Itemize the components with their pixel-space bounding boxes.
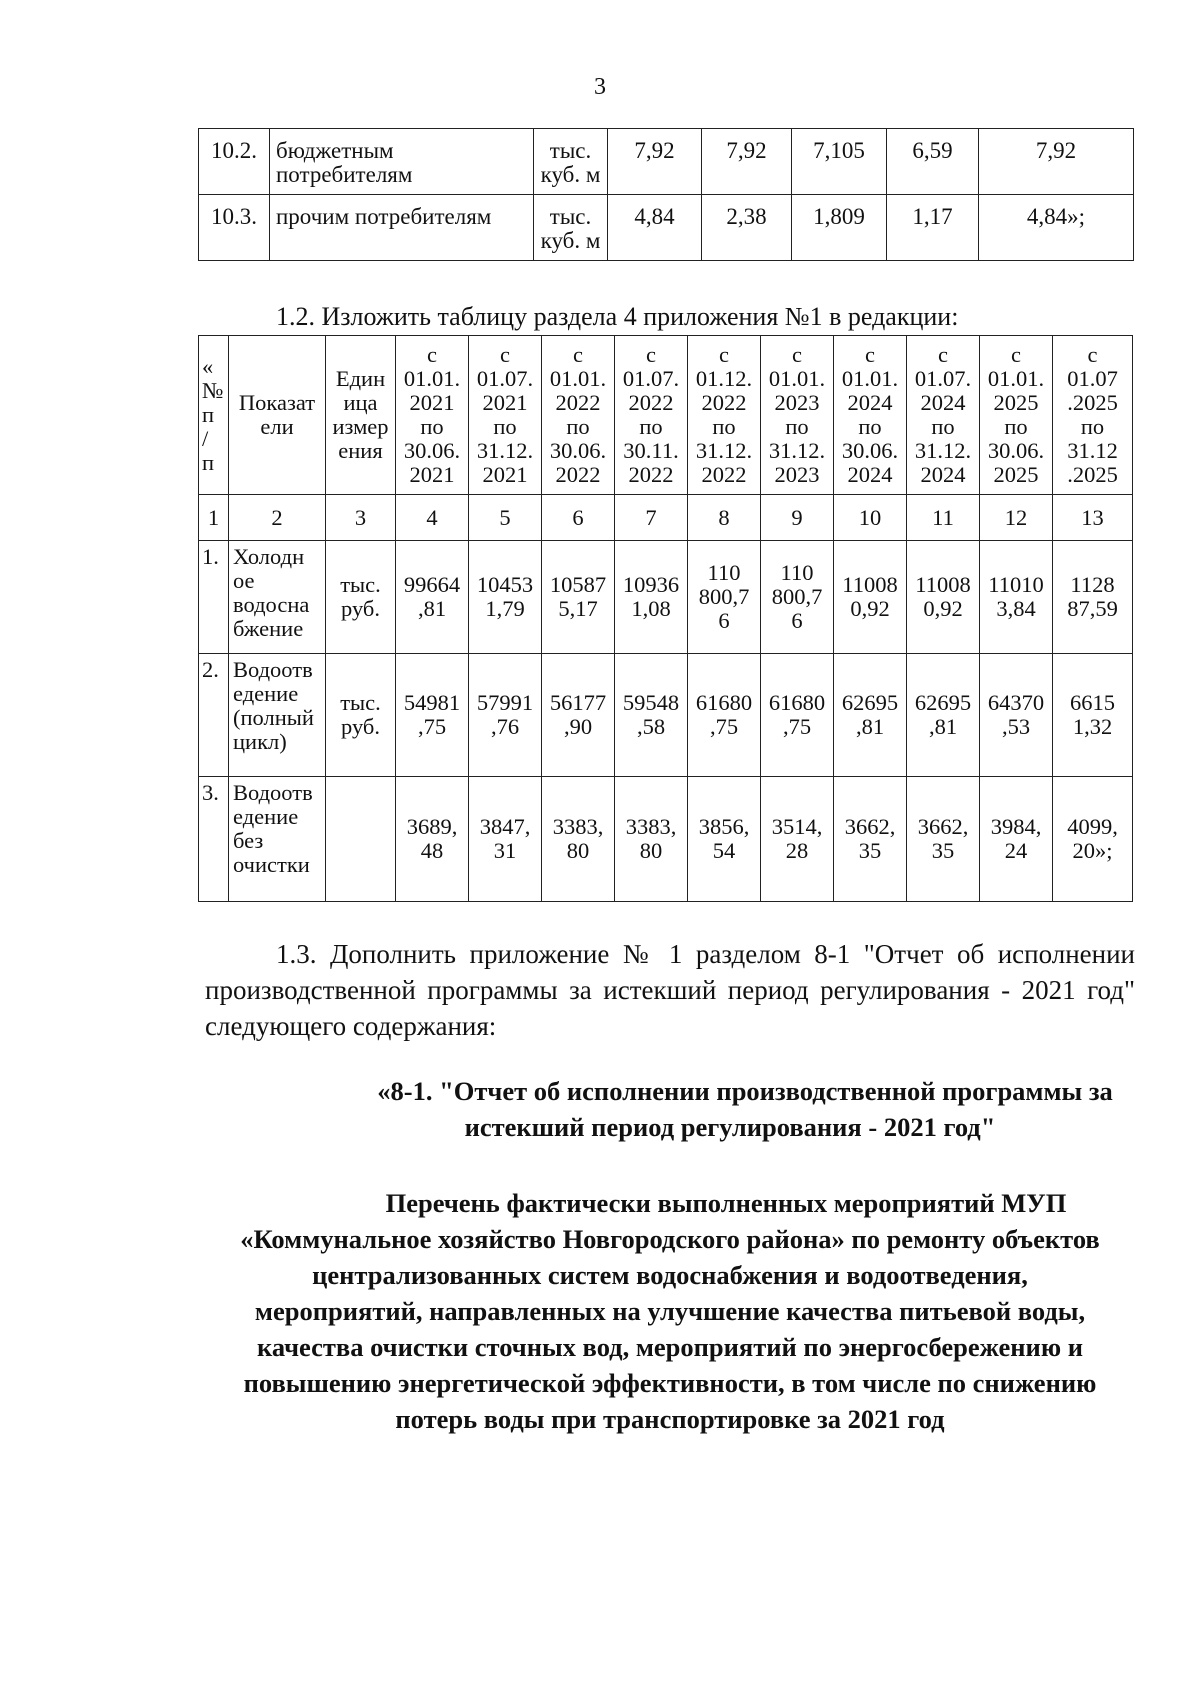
cell-line: / — [202, 426, 209, 451]
cell-line: 2022 — [628, 462, 674, 487]
cell-line: 2022 — [555, 390, 601, 415]
header-row — [199, 336, 1133, 495]
cell-line: 2025 — [993, 390, 1039, 415]
paragraph-line: 1.3. Дополнить приложение № 1 разделом 8-1 "Отчет об исполнении — [276, 939, 1135, 969]
row-value: 7,92 — [608, 129, 702, 195]
cell-line: 80 — [566, 838, 590, 863]
row-value: 1,17 — [887, 195, 979, 261]
cell-line: по — [639, 414, 663, 439]
cell-line: ,81 — [855, 714, 885, 739]
row-number: 3. — [199, 777, 229, 902]
cell-line: по — [1004, 414, 1028, 439]
row-number: 2. — [199, 654, 229, 777]
cell-line: 28 — [785, 838, 809, 863]
cell-line: 3,84 — [996, 596, 1036, 621]
cell-line: 10453 — [476, 572, 534, 597]
cell-line: 2024 — [920, 462, 966, 487]
header-unit — [326, 336, 396, 495]
cell-line: 31.12. — [695, 438, 753, 463]
cell-line: 6 — [791, 608, 803, 633]
cell-line: 11010 — [988, 572, 1044, 597]
row-value — [396, 777, 469, 902]
header-period — [615, 336, 688, 495]
cell-line: 01.07. — [622, 366, 680, 391]
list-title-line: качества очистки сточных вод, мероприятий по энергосбережению и — [257, 1332, 1083, 1362]
cell-line: ,81 — [928, 714, 958, 739]
cell-line: 62695 — [841, 690, 899, 715]
row-value — [1053, 541, 1133, 654]
cell-line: цикл) — [233, 729, 287, 754]
row-value: 7,92 — [979, 129, 1134, 195]
cell-line: с — [573, 342, 583, 367]
cell-line: 5,17 — [558, 596, 598, 621]
row-value — [980, 777, 1053, 902]
unit-line: куб. м — [540, 228, 601, 253]
cell-line: 31 — [493, 838, 517, 863]
cell-line: 3514, — [771, 814, 823, 839]
cell-line: 2023 — [774, 390, 820, 415]
cell-line: п — [202, 402, 215, 427]
row-value: 6,59 — [887, 129, 979, 195]
cell-line: 01.01. — [841, 366, 899, 391]
cell-line: 30.06. — [549, 438, 607, 463]
cell-line: по — [858, 414, 882, 439]
header-period — [542, 336, 615, 495]
row-value — [834, 654, 907, 777]
row-value — [1053, 777, 1133, 902]
cell-line: Показат — [238, 390, 316, 415]
cell-line: 31.12. — [768, 438, 826, 463]
header-period — [907, 336, 980, 495]
header-period — [834, 336, 907, 495]
cell-line: с — [719, 342, 729, 367]
row-value: 7,92 — [702, 129, 792, 195]
cell-line: 110 — [780, 560, 814, 585]
index-cell: 2 — [229, 495, 326, 541]
cell-line: 2022 — [701, 462, 747, 487]
cell-line: ,75 — [417, 714, 447, 739]
cell-line: 2023 — [774, 462, 820, 487]
header-period — [396, 336, 469, 495]
header-period — [980, 336, 1053, 495]
cell-line: 54981 — [403, 690, 461, 715]
paragraph-line: производственной программы за истекший период регулирования - 2021 год" — [205, 975, 1135, 1005]
row-value: 2,38 — [702, 195, 792, 261]
cell-line: .2025 — [1067, 390, 1118, 415]
cell-line: ица — [343, 390, 378, 415]
cell-line: 57991 — [476, 690, 534, 715]
cell-line: 1128 — [1070, 572, 1115, 597]
amendment-paragraph — [205, 936, 1135, 1044]
cell-line: 10587 — [549, 572, 607, 597]
cell-line: без — [233, 828, 264, 853]
index-cell: 4 — [396, 495, 469, 541]
cell-line: Един — [335, 366, 386, 391]
cell-line: с — [1087, 342, 1098, 367]
row-value — [834, 777, 907, 902]
index-cell: 13 — [1053, 495, 1133, 541]
row-value — [542, 541, 615, 654]
cell-line: измер — [332, 414, 389, 439]
row-value: 1,809 — [792, 195, 887, 261]
cell-line: 24 — [1004, 838, 1028, 863]
row-unit — [326, 777, 396, 902]
row-value — [469, 777, 542, 902]
cell-line: 01.12. — [695, 366, 753, 391]
cell-line: ,75 — [709, 714, 739, 739]
cell-line: .2025 — [1067, 462, 1118, 487]
cell-line: 99664 — [403, 572, 461, 597]
cell-line: 01.01. — [768, 366, 826, 391]
row-value — [469, 654, 542, 777]
paragraph-line: следующего содержания: — [205, 1011, 497, 1041]
cell-line: ели — [260, 414, 294, 439]
index-cell: 3 — [326, 495, 396, 541]
cell-line: 01.01. — [549, 366, 607, 391]
header-indicator — [229, 336, 326, 495]
section-title-line: «8-1. "Отчет об исполнении производственной программы за — [377, 1076, 1113, 1106]
row-value — [688, 541, 761, 654]
header-period — [469, 336, 542, 495]
list-title-line: централизованных систем водоснабжения и водоотведения, — [312, 1260, 1028, 1290]
row-number: 10.2. — [199, 129, 270, 195]
cell-line: 31.12. — [914, 438, 972, 463]
list-title-line: мероприятий, направленных на улучшение качества питьевой воды, — [254, 1296, 1086, 1326]
row-value — [688, 777, 761, 902]
cell-line: 2024 — [847, 462, 893, 487]
row-value: 4,84 — [608, 195, 702, 261]
cell-line: бжение — [233, 616, 304, 641]
list-title-line: потерь воды при транспортировке за 2021 год — [395, 1404, 945, 1434]
cell-line: 2022 — [701, 390, 747, 415]
cell-line: ,90 — [563, 714, 593, 739]
row-indicator — [229, 777, 326, 902]
cell-line: ,81 — [417, 596, 447, 621]
cell-line: руб. — [341, 596, 380, 621]
row-value — [469, 541, 542, 654]
cell-line: тыс. — [340, 572, 381, 597]
row-number: 1. — [199, 541, 229, 654]
cell-line: 01.07. — [914, 366, 972, 391]
cell-line: 20»; — [1072, 838, 1113, 863]
row-value — [761, 541, 834, 654]
cell-line: 2024 — [920, 390, 966, 415]
index-cell: 5 — [469, 495, 542, 541]
cell-line: 3383, — [552, 814, 604, 839]
cell-line: ое — [233, 568, 255, 593]
cell-line: 800,7 — [771, 584, 823, 609]
cell-line: по — [493, 414, 517, 439]
list-title-line: Перечень фактически выполненных мероприятий МУП — [385, 1188, 1067, 1218]
measures-list-title — [205, 1185, 1135, 1437]
tariff-table — [198, 335, 1133, 902]
cell-line: 3847, — [479, 814, 531, 839]
cell-line: 110 — [707, 560, 741, 585]
index-cell: 10 — [834, 495, 907, 541]
row-unit — [534, 195, 608, 261]
cell-line: 2021 — [482, 462, 528, 487]
cell-line: едение — [233, 804, 299, 829]
cell-line: 2021 — [482, 390, 528, 415]
cell-line: 31.12. — [476, 438, 534, 463]
cell-line: 2022 — [555, 462, 601, 487]
cell-line: 62695 — [914, 690, 972, 715]
cell-line: 6615 — [1070, 690, 1115, 715]
index-cell: 6 — [542, 495, 615, 541]
index-cell: 11 — [907, 495, 980, 541]
cell-line: 59548 — [622, 690, 680, 715]
table-row — [199, 129, 1134, 195]
row-value — [542, 654, 615, 777]
cell-line: 01.01. — [403, 366, 461, 391]
row-number: 10.3. — [199, 195, 270, 261]
cell-line: с — [865, 342, 875, 367]
cell-line: 2024 — [847, 390, 893, 415]
cell-line: 3856, — [698, 814, 750, 839]
cell-line: едение — [233, 681, 299, 706]
header-number — [199, 336, 229, 495]
cell-line: с — [500, 342, 510, 367]
cell-line: Водоотв — [233, 657, 313, 682]
cell-line: по — [566, 414, 590, 439]
row-value — [1053, 654, 1133, 777]
page-number: 3 — [594, 74, 606, 100]
row-value — [907, 777, 980, 902]
unit-line: куб. м — [540, 162, 601, 187]
cell-line: Холодн — [233, 544, 305, 569]
unit-line: тыс. — [549, 138, 592, 163]
cell-line: 3662, — [844, 814, 896, 839]
index-cell: 8 — [688, 495, 761, 541]
cell-line: 11008 — [915, 572, 971, 597]
cell-line: 10936 — [622, 572, 680, 597]
index-cell: 7 — [615, 495, 688, 541]
row-value — [396, 654, 469, 777]
cell-line: ,75 — [782, 714, 812, 739]
list-title-line: «Коммунальное хозяйство Новгородского района» по ремонту объектов — [240, 1224, 1100, 1254]
cell-line: с — [1011, 342, 1021, 367]
cell-line: по — [785, 414, 809, 439]
cell-line: 3662, — [917, 814, 969, 839]
index-cell: 1 — [199, 495, 229, 541]
table-row — [199, 654, 1133, 777]
cell-line: « — [202, 354, 214, 379]
cell-line: с — [646, 342, 656, 367]
cell-line: по — [1080, 414, 1105, 439]
row-unit — [534, 129, 608, 195]
row-indicator — [229, 541, 326, 654]
cell-line: п — [202, 450, 215, 475]
cell-line: 31.12 — [1067, 438, 1118, 463]
cell-line: 2021 — [409, 390, 455, 415]
row-value — [980, 654, 1053, 777]
cell-line: (полный — [233, 705, 314, 730]
header-period — [688, 336, 761, 495]
cell-line: с — [427, 342, 437, 367]
cell-line: 1,08 — [631, 596, 671, 621]
row-value — [907, 541, 980, 654]
row-unit — [326, 654, 396, 777]
row-name: бюджетным потребителям — [270, 129, 534, 195]
cell-line: 01.01. — [987, 366, 1045, 391]
cell-line: ения — [338, 438, 383, 463]
cell-line: 80 — [639, 838, 663, 863]
row-value — [615, 541, 688, 654]
cell-line: 2025 — [993, 462, 1039, 487]
cell-line: 61680 — [695, 690, 753, 715]
cell-line: очистки — [233, 852, 310, 877]
cell-line: ,53 — [1001, 714, 1031, 739]
cell-line: 54 — [712, 838, 736, 863]
row-value — [688, 654, 761, 777]
row-indicator — [229, 654, 326, 777]
unit-line: тыс. — [549, 204, 592, 229]
cell-line: тыс. — [340, 690, 381, 715]
index-cell: 9 — [761, 495, 834, 541]
row-value: 4,84»; — [979, 195, 1134, 261]
cell-line: 1,32 — [1072, 714, 1113, 739]
row-value — [396, 541, 469, 654]
cell-line: 3383, — [625, 814, 677, 839]
table-row — [199, 541, 1133, 654]
cell-line: 87,59 — [1067, 596, 1118, 621]
cell-line: 3689, — [406, 814, 458, 839]
cell-line: 1,79 — [485, 596, 525, 621]
cell-line: 2022 — [628, 390, 674, 415]
section-title — [205, 1073, 1135, 1145]
header-period — [761, 336, 834, 495]
row-value — [834, 541, 907, 654]
cell-line: по — [931, 414, 955, 439]
cell-line: по — [420, 414, 444, 439]
index-cell: 12 — [980, 495, 1053, 541]
cell-line: 3984, — [990, 814, 1042, 839]
row-value — [761, 654, 834, 777]
row-value: 7,105 — [792, 129, 887, 195]
cell-line: 35 — [858, 838, 882, 863]
cell-line: 01.07 — [1067, 366, 1118, 391]
cell-line: водосна — [233, 592, 310, 617]
cell-line: 2021 — [409, 462, 455, 487]
cell-line: ,76 — [490, 714, 520, 739]
cell-line: 6 — [718, 608, 730, 633]
row-unit — [326, 541, 396, 654]
cell-line: 61680 — [768, 690, 826, 715]
section-title-line: истекший период регулирования - 2021 год" — [464, 1112, 996, 1142]
row-value — [542, 777, 615, 902]
header-period — [1053, 336, 1133, 495]
list-title-line: повышению энергетической эффективности, в том числе по снижению — [243, 1368, 1097, 1398]
table-row — [199, 195, 1134, 261]
cell-line: 35 — [931, 838, 955, 863]
cell-line: 01.07. — [476, 366, 534, 391]
cell-line: 4099, — [1067, 814, 1118, 839]
cell-line: 30.06. — [403, 438, 461, 463]
cell-line: 30.06. — [987, 438, 1045, 463]
row-value — [615, 777, 688, 902]
cell-line: 0,92 — [850, 596, 890, 621]
cell-line: по — [712, 414, 736, 439]
row-value — [980, 541, 1053, 654]
cell-line: с — [792, 342, 802, 367]
cell-line: 30.11. — [623, 438, 679, 463]
cell-line: 64370 — [987, 690, 1045, 715]
cell-line: с — [938, 342, 948, 367]
row-value — [761, 777, 834, 902]
cell-line: 800,7 — [698, 584, 750, 609]
cell-line: руб. — [341, 714, 380, 739]
index-row — [199, 495, 1133, 541]
cell-line: ,58 — [636, 714, 666, 739]
volume-table — [198, 128, 1134, 261]
table-caption: 1.2. Изложить таблицу раздела 4 приложения №1 в редакции: — [276, 302, 959, 331]
row-value — [615, 654, 688, 777]
table-row — [199, 777, 1133, 902]
cell-line: № — [202, 378, 224, 403]
cell-line: 11008 — [842, 572, 898, 597]
cell-line: 56177 — [549, 690, 607, 715]
row-name: прочим потребителям — [270, 195, 534, 261]
cell-line: 0,92 — [923, 596, 963, 621]
cell-line: Водоотв — [233, 780, 313, 805]
cell-line: 48 — [420, 838, 444, 863]
cell-line: 30.06. — [841, 438, 899, 463]
row-value — [907, 654, 980, 777]
